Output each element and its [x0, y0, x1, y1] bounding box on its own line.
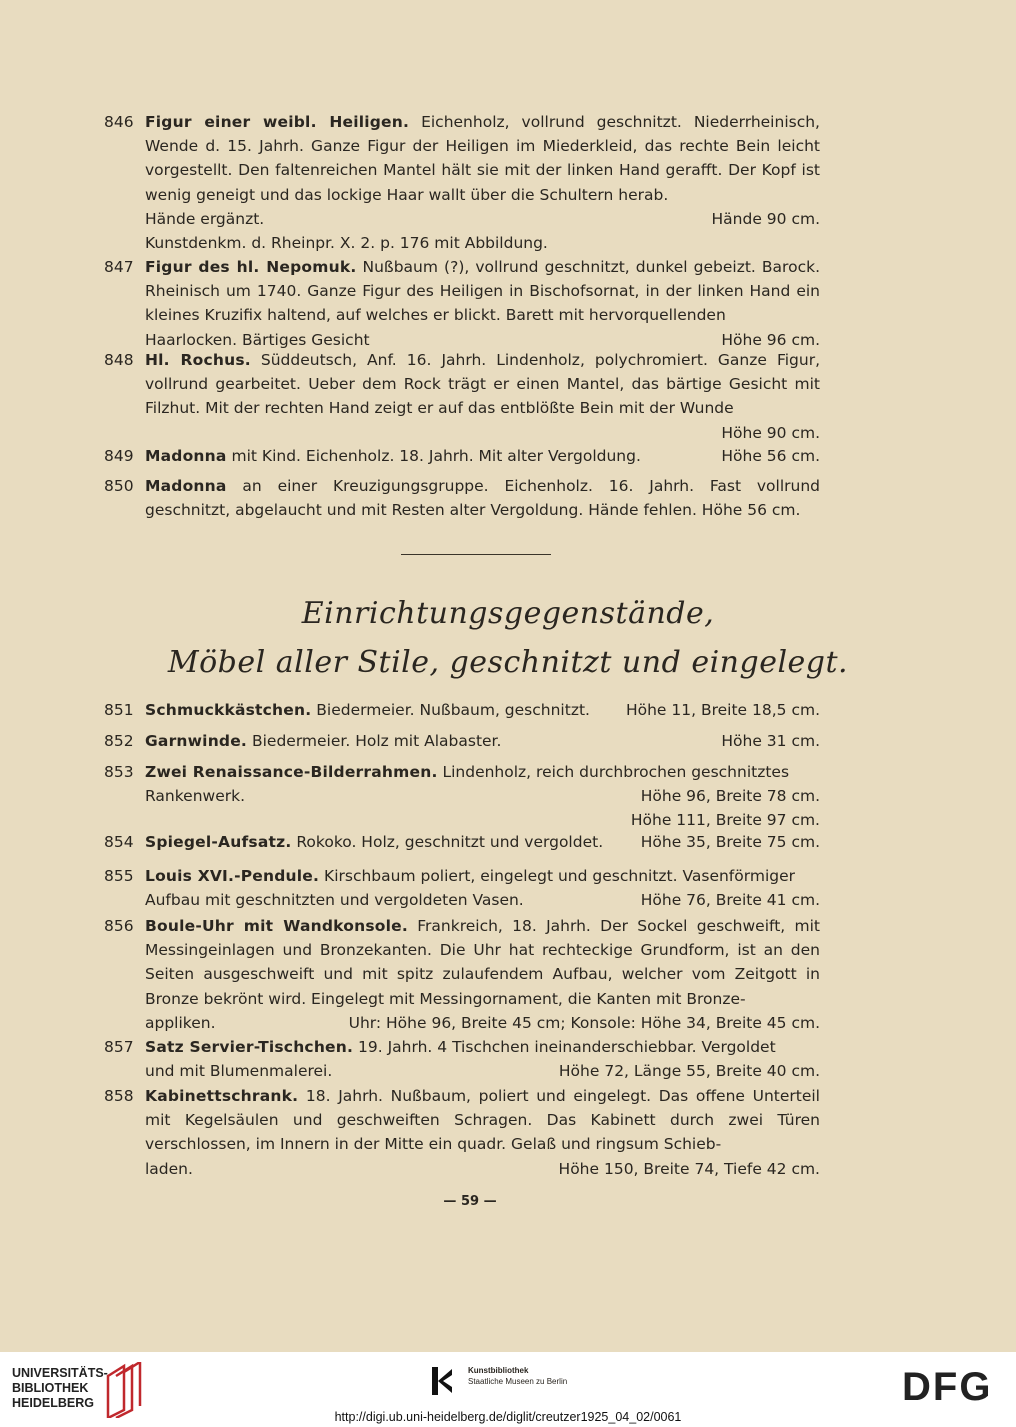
entry-text: mit Kind. Eichenholz. 18. Jahrh. Mit alter Vergoldung. — [231, 447, 641, 465]
entry-title: Madonna — [145, 447, 227, 465]
entry-reference: Kunstdenkm. d. Rheinpr. X. 2. p. 176 mit Abbildung. — [145, 234, 548, 253]
entry-measure: Höhe 96, Breite 78 cm. — [640, 787, 820, 806]
entry-text: Süddeutsch, Anf. 16. Jahrh. Lindenholz, polychromiert. Ganze Figur, vollrund gearbeitet. Ueber dem Rock trägt er einen Mantel, das bärtige Gesicht mit Filzhut. Mit der rechten Hand zeigt er auf das entblößte Bein mit der Wunde — [145, 351, 821, 418]
entry-text: Nußbaum (?), vollrund geschnitzt, dunkel gebeizt. Barock. Rheinisch um 1740. Ganze Figur des Heiligen in Bischofsornat, in der linken Hand ein kleines Kruzifix haltend, auf welches er blickt. Barett mit hervorquellenden — [145, 258, 820, 325]
entry-number: 852 — [104, 732, 134, 750]
entry-measure: Höhe 96 cm. — [721, 330, 820, 349]
entry-number: 858 — [104, 1087, 134, 1105]
entry-measure: Höhe 72, Länge 55, Breite 40 cm. — [558, 1062, 820, 1081]
entry-text: 18. Jahrh. Nußbaum, poliert und eingelegt. Das offene Unterteil mit Kegelsäulen und geschweiften Schragen. Das Kabinett durch zwei Türen verschlossen, im Innern in der Mitte ein quadr. Gelaß und ringsum Schieb- — [145, 1087, 820, 1154]
entry-846 — [104, 110, 820, 255]
entry-851 — [104, 698, 820, 722]
entry-title: Boule-Uhr mit Wandkonsole. — [145, 917, 408, 935]
entry-title: Garnwinde. — [145, 732, 248, 750]
entry-number: 856 — [104, 917, 134, 935]
entry-title: Figur einer weibl. Heiligen. — [145, 113, 410, 131]
permalink-url[interactable]: http://digi.ub.uni-heidelberg.de/diglit/creutzer1925_04_02/0061 — [334, 1410, 682, 1424]
entry-text: 19. Jahrh. 4 Tischchen ineinanderschiebbar. Vergoldet — [358, 1038, 776, 1056]
dfg-logo[interactable]: DFG — [902, 1365, 993, 1409]
entry-848 — [104, 348, 820, 445]
entry-854 — [104, 830, 820, 854]
section-heading-line1: Einrichtungsgegenstände, — [301, 596, 715, 631]
entry-text: Biedermeier. Holz mit Alabaster. — [251, 732, 502, 750]
entry-text: Eichenholz, vollrund geschnitzt. Niederrheinisch, Wende d. 15. Jahrh. Ganze Figur der Heiligen im Miederkleid, das rechte Bein leicht vorgestellt. Den faltenreichen Mantel hält sie mit der linken Hand gerafft. Der Kopf ist wenig geneigt und das lockige Haar wallt über die Schultern herab. — [145, 113, 820, 204]
entry-number: 847 — [104, 258, 134, 276]
entry-measure: Höhe 11, Breite 18,5 cm. — [625, 701, 820, 719]
entry-number: 851 — [104, 701, 134, 719]
entry-measure: Hände 90 cm. — [711, 209, 820, 228]
entry-text: Lindenholz, reich durchbrochen geschnitztes — [442, 763, 790, 781]
entry-847 — [104, 255, 820, 352]
entry-measure: Höhe 31 cm. — [721, 732, 820, 750]
entry-measure: Höhe 150, Breite 74, Tiefe 42 cm. — [558, 1159, 820, 1178]
kunstbibliothek-icon — [432, 1367, 454, 1395]
entry-text-tail: appliken. — [145, 1013, 216, 1032]
entry-number: 848 — [104, 351, 134, 369]
entry-number: 846 — [104, 113, 134, 131]
entry-measure: Höhe 90 cm. — [721, 423, 820, 442]
entry-title: Louis XVI.-Pendule. — [145, 867, 320, 885]
entry-title: Kabinettschrank. — [145, 1087, 299, 1105]
entry-title: Figur des hl. Nepomuk. — [145, 258, 357, 276]
entry-text-tail: Aufbau mit geschnitzten und vergoldeten Vasen. — [145, 891, 524, 910]
entry-858 — [104, 1084, 820, 1181]
page-number: — 59 — — [443, 1194, 497, 1209]
entry-text-tail: laden. — [145, 1159, 193, 1178]
entry-text-tail: Hände ergänzt. — [145, 209, 265, 228]
entry-measure: Uhr: Höhe 96, Breite 45 cm; Konsole: Höhe 34, Breite 45 cm. — [348, 1013, 820, 1032]
entry-856 — [104, 914, 820, 1035]
entry-number: 854 — [104, 833, 134, 851]
entry-text-tail: und mit Blumenmalerei. — [145, 1062, 333, 1081]
entry-text-tail: Haarlocken. Bärtiges Gesicht — [145, 330, 370, 349]
entry-855 — [104, 864, 820, 912]
entry-text-tail: Rankenwerk. — [145, 787, 246, 806]
entry-title: Satz Servier-Tischchen. — [145, 1038, 354, 1056]
entry-850 — [104, 474, 820, 522]
entry-number: 857 — [104, 1038, 134, 1056]
entry-measure: Höhe 35, Breite 75 cm. — [640, 833, 820, 851]
entry-number: 849 — [104, 447, 134, 465]
section-heading-line2: Möbel aller Stile, geschnitzt und eingelegt. — [167, 645, 849, 680]
entry-text: Frankreich, 18. Jahrh. Der Sockel geschweift, mit Messingeinlagen und Bronzekanten. Die Uhr hat rechteckige Grundform, ist an den Seiten ausgeschweift und mit spitz zulaufendem Aufbau, welcher vom Zeitgott in Bronze bekrönt wird. Eingelegt mit Messingornament, die Kanten mit Bronze- — [145, 917, 820, 1008]
ub-heidelberg-logo[interactable]: UNIVERSITÄTS- BIBLIOTHEK HEIDELBERG — [12, 1366, 108, 1410]
entry-measure: Höhe 56 cm. — [721, 447, 820, 465]
entry-title: Hl. Rochus. — [145, 351, 251, 369]
entry-title: Zwei Renaissance-Bilderrahmen. — [145, 763, 438, 781]
entry-text: Kirschbaum poliert, eingelegt und geschnitzt. Vasenförmiger — [324, 867, 795, 885]
entry-title: Spiegel-Aufsatz. — [145, 833, 292, 851]
entry-number: 855 — [104, 867, 134, 885]
footer-bar — [0, 1352, 1016, 1427]
entry-number: 853 — [104, 763, 134, 781]
entry-number: 850 — [104, 477, 134, 495]
kunstbibliothek-logo[interactable]: Kunstbibliothek Staatliche Museen zu Berlin — [468, 1366, 568, 1386]
entry-title: Schmuckkästchen. — [145, 701, 312, 719]
entry-849 — [104, 444, 820, 468]
entry-text: an einer Kreuzigungsgruppe. Eichenholz. 16. Jahrh. Fast vollrund geschnitzt, abgelaucht und mit Resten alter Vergoldung. Hände fehlen. Höhe 56 cm. — [145, 477, 820, 520]
entry-title: Madonna — [145, 477, 227, 495]
entry-852 — [104, 729, 820, 753]
entry-measure: Höhe 76, Breite 41 cm. — [640, 891, 820, 910]
entry-text: Rokoko. Holz, geschnitzt und vergoldet. — [296, 833, 604, 851]
entry-857 — [104, 1035, 820, 1083]
entry-text: Biedermeier. Nußbaum, geschnitzt. — [316, 701, 590, 719]
entry-853 — [104, 760, 820, 833]
entry-measure: Höhe 111, Breite 97 cm. — [630, 811, 820, 830]
section-divider — [401, 554, 551, 555]
